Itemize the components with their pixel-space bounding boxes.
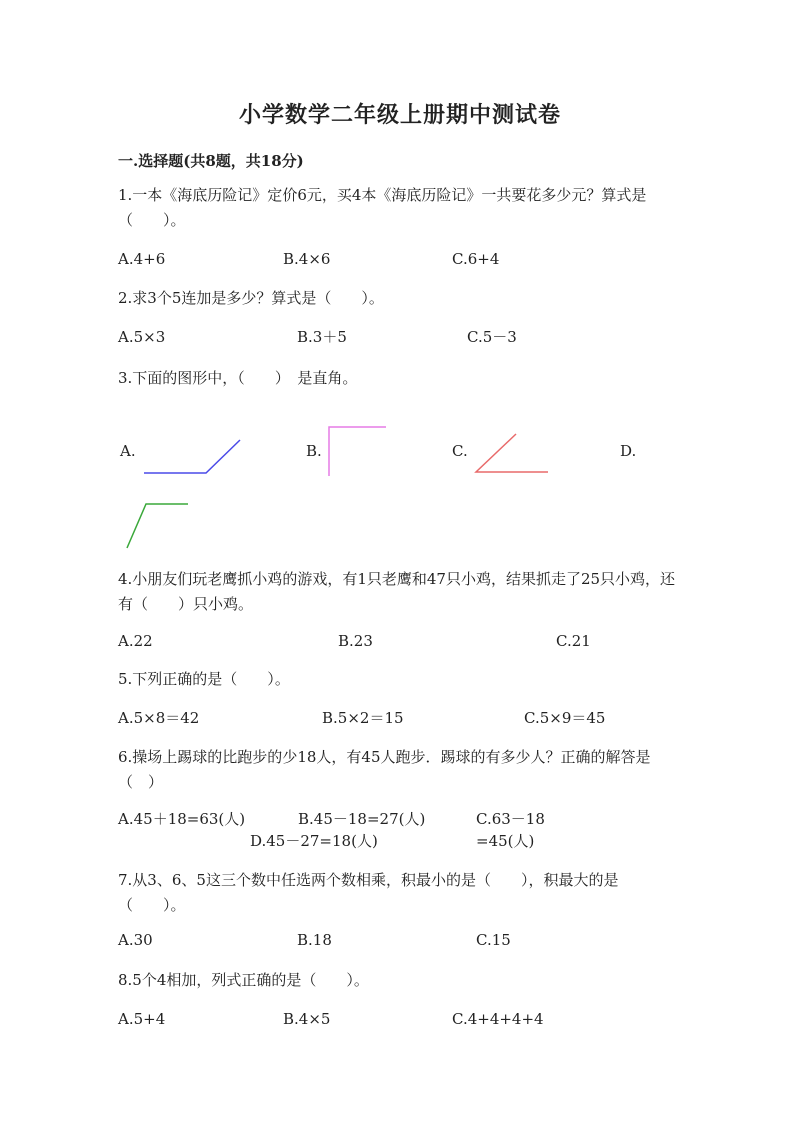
q5-option-a[interactable]: A.5×8＝42 (118, 709, 200, 727)
q5-option-b[interactable]: B.5×2＝15 (322, 709, 404, 727)
q4-option-a[interactable]: A.22 (118, 632, 153, 650)
q5-option-c[interactable]: C.5×9＝45 (524, 709, 606, 727)
question-5-stem: 5.下列正确的是（ ）。 (118, 670, 290, 688)
page-title: 小学数学二年级上册期中测试卷 (238, 102, 561, 128)
question-6-stem: 6.操场上踢球的比跑步的少18人，有45人跑步．踢球的有多少人？正确的解答是（ ） (118, 748, 651, 791)
q8-option-b[interactable]: B.4×5 (283, 1010, 331, 1028)
q8-option-c[interactable]: C.4+4+4+4 (452, 1010, 544, 1028)
question-7-stem: 7.从3、6、5这三个数中任选两个数相乘，积最小的是（ ），积最大的是（ ）。 (118, 871, 619, 914)
q3-option-a[interactable]: A. (120, 442, 136, 460)
q6-option-a[interactable]: A.45＋18=63(人) (118, 810, 246, 828)
q1-option-c[interactable]: C.6+4 (452, 250, 500, 268)
q4-option-c[interactable]: C.21 (556, 632, 591, 650)
question-1-stem: 1.一本《海底历险记》定价6元，买4本《海底历险记》一共要花多少元？算式是（ ）。 (118, 186, 647, 229)
q1-option-b[interactable]: B.4×6 (283, 250, 331, 268)
angle-figure-c (472, 430, 552, 475)
q6-option-b[interactable]: B.45－18=27(人) (298, 810, 426, 828)
angle-figure-d (122, 500, 194, 552)
section-heading: 一.选择题(共8题，共18分) (118, 152, 304, 170)
q2-option-a[interactable]: A.5×3 (118, 328, 166, 346)
question-2-stem: 2.求3个5连加是多少？算式是（ ）。 (118, 289, 384, 307)
q6-option-c[interactable]: C.63－18=45(人) (476, 810, 545, 850)
q6-option-d[interactable]: D.45－27=18(人) (250, 832, 378, 850)
angle-figure-b (325, 423, 390, 478)
q4-option-b[interactable]: B.23 (338, 632, 373, 650)
question-3-stem: 3.下面的图形中，（ ） 是直角。 (118, 369, 358, 387)
q3-option-c[interactable]: C. (452, 442, 468, 460)
q2-option-b[interactable]: B.3＋5 (297, 328, 347, 346)
q2-option-c[interactable]: C.5－3 (467, 328, 517, 346)
question-8-stem: 8.5个4相加，列式正确的是（ ）。 (118, 971, 369, 989)
q3-option-b[interactable]: B. (306, 442, 322, 460)
q1-option-a[interactable]: A.4+6 (118, 250, 166, 268)
q3-option-d[interactable]: D. (620, 442, 637, 460)
q8-option-a[interactable]: A.5+4 (118, 1010, 166, 1028)
q7-option-c[interactable]: C.15 (476, 931, 511, 949)
q7-option-b[interactable]: B.18 (297, 931, 332, 949)
angle-figure-a (140, 435, 245, 477)
q7-option-a[interactable]: A.30 (118, 931, 153, 949)
question-4-stem: 4.小朋友们玩老鹰抓小鸡的游戏，有1只老鹰和47只小鸡，结果抓走了25只小鸡，还有（ ）只小鸡。 (118, 570, 676, 613)
